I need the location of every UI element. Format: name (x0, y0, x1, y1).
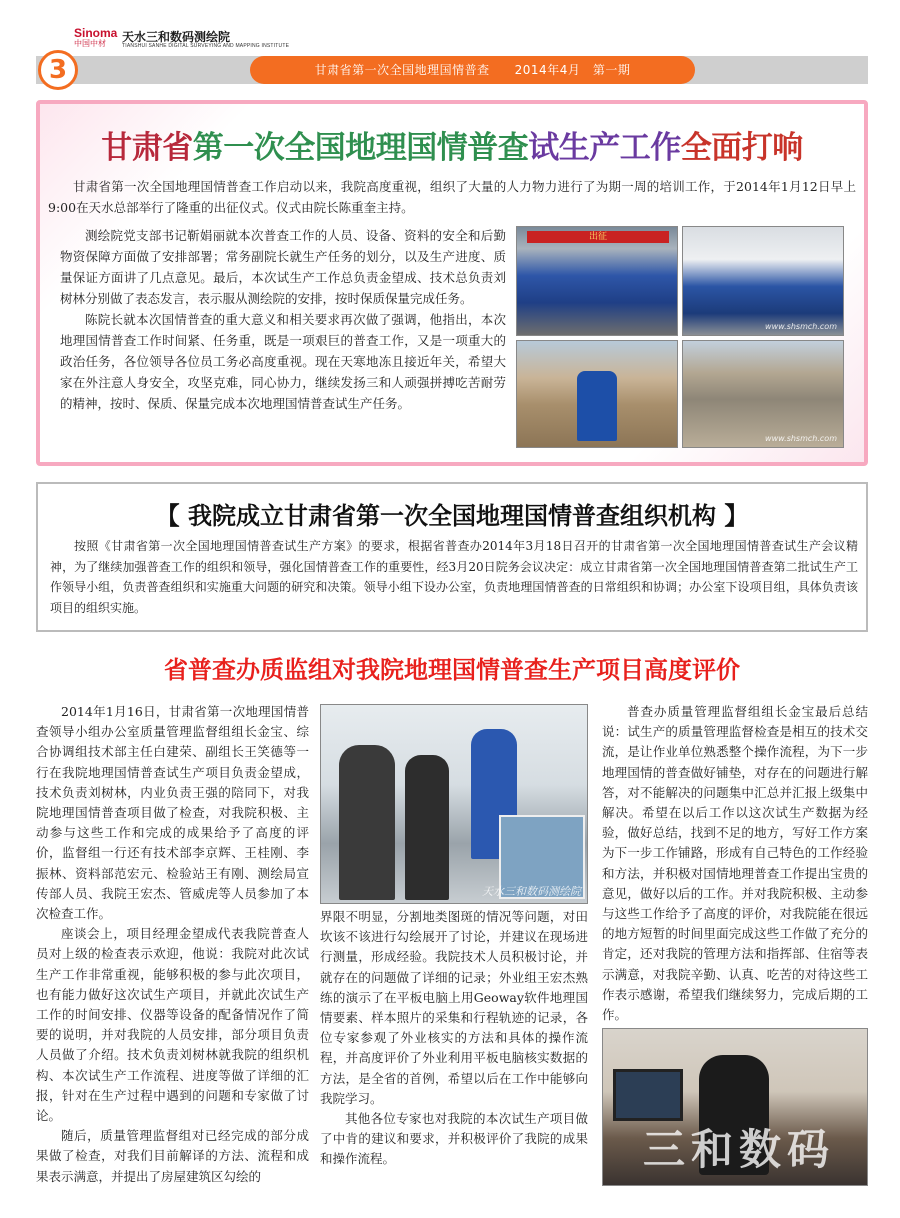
org-name-en: TIANSHUI SANHE DIGITAL SURVEYING AND MAPPING INSTITUTE (122, 43, 290, 49)
col1-para1: 2014年1月16日，甘肃省第一次地理国情普查领导小组办公室质量管理监督组组长金宝、综合协调组技术部主任白建荣、副组长王笑德等一行在我院地理国情普查试生产项目负责金望成，技术负责刘树林，内业负责王强的陪同下，对我院地理国情普查项目做了检查，对我院积极、主动参与这些工作和完成的成果给予了高度的评价，监督组一行还有技术部李京辉、王桂刚、李振林、资料部范宏元、检验站王有刚、测绘局宣传部人员、我院王宏杰、管威虎等人员参加了本次检查工作。 (36, 704, 309, 922)
photo-group-ceremony (516, 226, 678, 336)
page-number: 3 (38, 50, 78, 90)
section1-para2: 测绘院党支部书记靳娟丽就本次普查工作的人员、设备、资料的安全和后勤物资保障方面做了安排部署；常务副院长就生产任务的划分，以及生产进度、质量保证方面讲了几点意见。最后，本次试生产工作总负责金望成、技术总负责刘树林分别做了表态发言，表示服从测绘院的安排，按时保质保量完成任务。 (60, 228, 506, 306)
col1-para2: 座谈会上，项目经理金望成代表我院普查人员对上级的检查表示欢迎，他说：我院对此次试生产工作非常重视，能够积极的参与此次项目，也有能力做好这次试生产项目，并就此次试生产工作的时间安排、仪器等设备的配备情况作了简要的说明，并对我院的人员安排，部分项目负责人员做了介绍。技术负责刘树林就我院的组织机构、本次试生产工作流程、进度等做了详细的汇报，针对在生产过程中遇到的问题和专家做了讨论。 (36, 926, 309, 1124)
col3-para1: 普查办质量管理监督组组长金宝最后总结说：试生产的质量管理监督检查是相互的技术交流，是让作业单位熟悉整个操作流程，为下一步地理国情的普查做好铺垫，对存在的问题进行解答，对不能解决的问题集中汇总并汇报上级集中解决。希望在以后工作以这次试生产数据为经验，做好总结，找到不足的地方，写好工作方案为下一步工作铺路，形成有自己特色的工作经验和方法，并积极对国情地理普查工作提出宝贵的意见，做好以后的工作。并对我院积极、主动参与这些工作给予了高度的评价，对我院能在很远的地方短暂的时间里面完成这些工作做了充分的肯定，还对我院的管理方法和指挥部、住宿等表示满意，对我院辛勤、认真、吃苦的对待这些工作表示感谢，希望我们继续努力，完成后期的工作。 (602, 704, 868, 1023)
photo-field-survey (516, 340, 678, 448)
photo-banner: 出征 (527, 231, 669, 243)
section3-column3 (602, 702, 868, 1025)
section1-title-part4: 全面打响 (680, 130, 803, 166)
section1-title-part1: 甘肃省 (101, 130, 193, 166)
section1-para3: 陈院长就本次国情普查的重大意义和相关要求再次做了强调，他指出，本次地理国情普查工作时间紧、任务重，既是一项艰巨的普查工作，又是一项重大的政治任务，各位领导各位员工务必高度重视。现在天寒地冻且接近年关，希望大家在外注意人身安全，攻坚克难，同心协力，继续发扬三和人顽强拼搏吃苦耐劳的精神，按时、保质、保量完成本次地理国情普查试生产任务。 (60, 312, 506, 411)
photo-inspection-watermark: 天水三和数码测绘院 (482, 885, 581, 898)
photo-monitor (613, 1069, 683, 1121)
photo-surveyor-figures (577, 371, 617, 441)
photo-person-1 (339, 745, 395, 900)
section1-title-part3: 试生产工作 (528, 130, 681, 166)
header-banner-text: 甘肃省第一次全国地理国情普查 2014年4月 第一期 (314, 63, 631, 77)
section3-column2 (320, 907, 588, 1170)
col2-para2: 其他各位专家也对我院的本次试生产项目做了中肯的建议和要求，并积极评价了我院的成果和操作流程。 (320, 1111, 588, 1167)
photo-inspection (320, 704, 588, 904)
section1-para1: 甘肃省第一次全国地理国情普查工作启动以来，我院高度重视，组织了大量的人力物力进行了为期一周的培训工作，于2014年1月12日早上9:00在天水总部举行了隆重的出征仪式。仪式由院长陈重奎主持。 (48, 179, 856, 215)
section3-title: 省普查办质监组对我院地理国情普查生产项目高度评价 (164, 656, 740, 684)
section1-title-part2: 第一次全国地理国情普查 (192, 130, 529, 166)
section2-title: 【 我院成立甘肃省第一次全国地理国情普查组织机构 】 (155, 502, 749, 530)
photo-computer-work (602, 1028, 868, 1186)
photo-mountain-road (682, 340, 844, 448)
photo-watermark: www.shsmch.com (765, 322, 837, 331)
section1-intro (48, 176, 856, 218)
photo-person-2 (405, 755, 449, 900)
org-name: 天水三和数码测绘院 (122, 30, 231, 44)
section1-title (40, 122, 864, 167)
photo-overlay-text: 三和数码 (643, 1125, 836, 1174)
col1-para3: 随后，质量管理监督组对已经完成的部分成果做了检查，对我们目前解译的方法、流程和成果表示满意，并提出了房屋建筑区勾绘的 (36, 1128, 309, 1184)
org-logo (74, 26, 290, 54)
section1-body (60, 225, 506, 414)
photo-watermark-2: www.shsmch.com (765, 434, 837, 443)
section2-para: 按照《甘肃省第一次全国地理国情普查试生产方案》的要求，根据省普查办2014年3月18日召开的甘肃省第一次全国地理国情普查试生产会议精神，为了继续加强普查工作的组织和领导，强化国情普查工作的重要性，经3月20日院务会议决定：成立甘肃省第一次全国地理国情普查第二批试生产工作领导小组，负责普查组织和实施重大问题的研究和决策。领导小组下设办公室，负责地理国情普查的日常组织和协调；办公室下设项目组，具体负责该项目的组织实施。 (50, 539, 858, 615)
section3-column1 (36, 702, 309, 1187)
section2-body (50, 536, 858, 618)
logo-sub: 中国中材 (74, 39, 106, 48)
col2-para1: 界限不明显，分割地类图斑的情况等问题，对田坎该不该进行勾绘展开了讨论，并建议在现场进行测量，形成经验。我院技术人员积极讨论，并就存在的问题做了详细的记录；外业组王宏杰熟练的演示了在平板电脑上用Geoway软件地理国情要素、样本照片的采集和行程轨迹的记录，各位专家参观了外业核实的方法和具体的操作流程，并高度评价了外业利用平板电脑核实数据的方法，是全省的首例，希望以后在工作中能够向我院学习。 (320, 909, 588, 1106)
photo-training-room (682, 226, 844, 336)
logo-brand: Sinoma (74, 26, 118, 40)
